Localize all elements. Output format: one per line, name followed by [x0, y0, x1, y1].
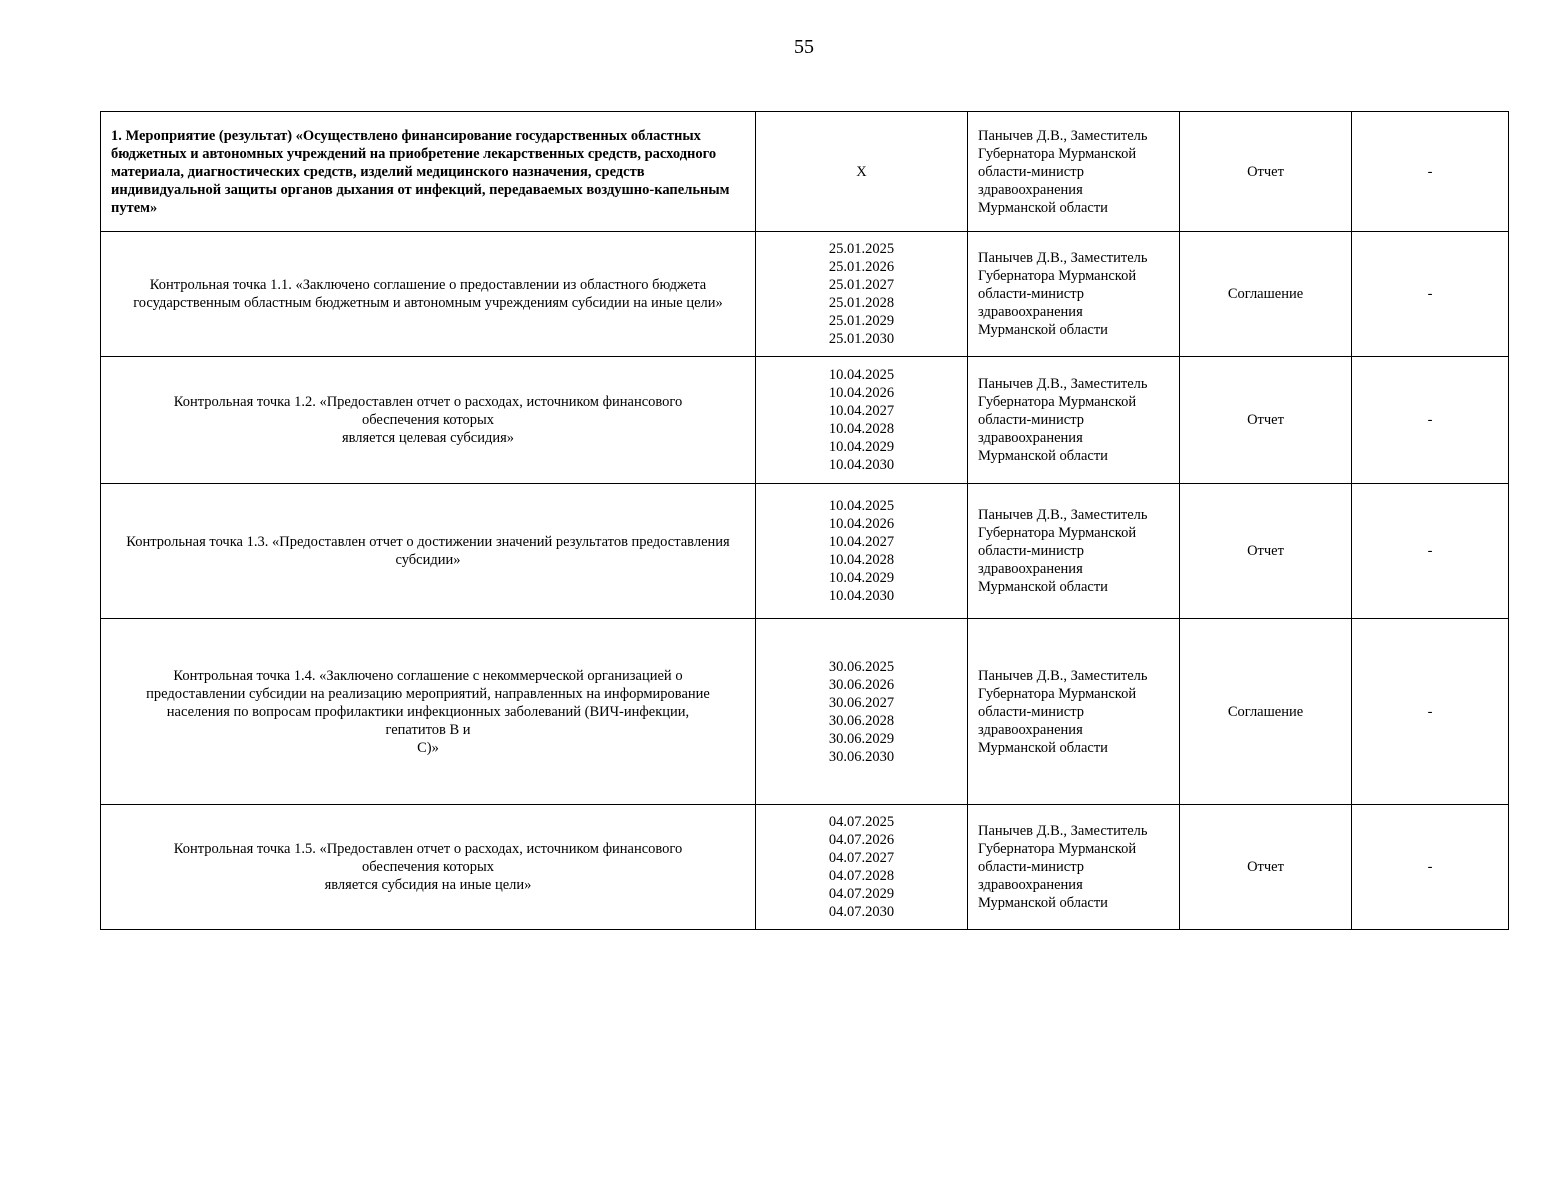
deadline-value: 04.07.2026: [828, 832, 895, 848]
deadline-cell: [756, 484, 968, 619]
deadline-value: 04.07.2025: [828, 814, 895, 830]
name-line: обеспечения которых: [361, 412, 495, 428]
name-line: гепатитов В и: [385, 721, 471, 738]
deadline-value: 30.06.2028: [828, 712, 895, 729]
responsible-cell: [968, 112, 1180, 232]
deadline-cell: [756, 232, 968, 357]
deadline-value: X: [856, 163, 867, 180]
name-line: Контрольная точка 1.4. «Заключено соглашение с некоммерческой организацией о: [173, 667, 683, 684]
name-line: является целевая субсидия»: [341, 430, 515, 446]
responsible-line: здравоохранения: [978, 877, 1083, 893]
responsible-line: Мурманской области: [978, 739, 1108, 756]
responsible-line: Панычев Д.В., Заместитель: [978, 250, 1148, 266]
deadline-value: 10.04.2027: [828, 534, 895, 550]
responsible-cell: [968, 619, 1180, 805]
deadline-cell: [756, 112, 968, 232]
responsible-line: Мурманской области: [978, 895, 1108, 911]
responsible-line: Губернатора Мурманской: [978, 841, 1137, 857]
responsible-line: области-министр: [978, 412, 1084, 428]
responsible-line: здравоохранения: [978, 721, 1083, 738]
note: -: [1352, 357, 1509, 484]
deadline-cell: [756, 357, 968, 484]
responsible-line: области-министр: [978, 859, 1084, 875]
deadline-value: 10.04.2028: [828, 421, 895, 437]
responsible-cell: [968, 357, 1180, 484]
deadline-value: 25.01.2026: [828, 259, 895, 275]
responsible-line: Губернатора Мурманской: [978, 145, 1137, 162]
deadline-value: 10.04.2030: [828, 457, 895, 473]
deadline-value: 10.04.2028: [828, 552, 895, 568]
deadline-value: 25.01.2025: [828, 241, 895, 257]
deadline-value: 30.06.2026: [828, 676, 895, 693]
note: -: [1352, 232, 1509, 357]
note: -: [1352, 112, 1509, 232]
responsible-line: Мурманской области: [978, 448, 1108, 464]
name-line: С)»: [417, 739, 439, 756]
deadline-value: 30.06.2029: [828, 730, 895, 747]
responsible-line: здравоохранения: [978, 181, 1083, 198]
document-type: Соглашение: [1180, 232, 1352, 357]
responsible-cell: [968, 805, 1180, 930]
name-line: предоставлении субсидии на реализацию мероприятий, направленных на информирование: [146, 685, 710, 702]
note: -: [1352, 805, 1509, 930]
page-number: 55: [794, 36, 814, 58]
control-point-name: Контрольная точка 1.3. «Предоставлен отчет о достижении значений результатов предоставления субсидии»: [101, 484, 756, 619]
deadline-value: 30.06.2030: [828, 748, 895, 765]
control-point-name: [101, 357, 756, 484]
responsible-line: Панычев Д.В., Заместитель: [978, 667, 1148, 684]
document-type: Соглашение: [1180, 619, 1352, 805]
deadline-value: 04.07.2030: [828, 904, 895, 920]
deadline-value: 30.06.2027: [828, 694, 895, 711]
document-type: Отчет: [1180, 805, 1352, 930]
responsible-line: Губернатора Мурманской: [978, 525, 1137, 541]
deadline-value: 04.07.2027: [828, 850, 895, 866]
control-point-name: [101, 805, 756, 930]
responsible-line: Мурманской области: [978, 322, 1108, 338]
note: -: [1352, 484, 1509, 619]
deadline-value: 04.07.2029: [828, 886, 895, 902]
deadline-value: 10.04.2027: [828, 403, 895, 419]
control-point-name: [101, 619, 756, 805]
responsible-line: Мурманской области: [978, 199, 1108, 216]
responsible-cell: [968, 232, 1180, 357]
deadline-value: 10.04.2026: [828, 516, 895, 532]
control-points-table: [100, 111, 1509, 930]
deadline-value: 30.06.2025: [828, 658, 895, 675]
responsible-line: Панычев Д.В., Заместитель: [978, 823, 1148, 839]
control-point-name: Контрольная точка 1.1. «Заключено соглашение о предоставлении из областного бюджета государственным областным бюджетным и автономным учреждениям субсидии на иные цели»: [101, 232, 756, 357]
table-row: [101, 484, 1509, 619]
responsible-line: области-министр: [978, 543, 1084, 559]
table-row: [101, 619, 1509, 805]
table-row: [101, 112, 1509, 232]
event-name: 1. Мероприятие (результат) «Осуществлено финансирование государственных областных бюджетных и автономных учреждений на приобретение лекарственных средств, расходного материала, диагностических средств, изделий медицинского назначения, средств индивидуальной защиты органов дыхания от инфекций, передаваемых воздушно-капельным путем»: [101, 112, 756, 232]
name-line: Контрольная точка 1.5. «Предоставлен отчет о расходах, источником финансового: [173, 841, 683, 857]
name-line: населения по вопросам профилактики инфекционных заболеваний (ВИЧ-инфекции,: [166, 703, 690, 720]
responsible-line: Панычев Д.В., Заместитель: [978, 376, 1148, 392]
table-row: [101, 232, 1509, 357]
responsible-line: здравоохранения: [978, 430, 1083, 446]
responsible-line: области-министр: [978, 703, 1084, 720]
responsible-cell: [968, 484, 1180, 619]
note: -: [1352, 619, 1509, 805]
deadline-value: 25.01.2028: [828, 295, 895, 311]
responsible-line: Панычев Д.В., Заместитель: [978, 127, 1148, 144]
responsible-line: Мурманской области: [978, 579, 1108, 595]
document-type: Отчет: [1180, 484, 1352, 619]
deadline-value: 10.04.2026: [828, 385, 895, 401]
table-row: [101, 357, 1509, 484]
responsible-line: области-министр: [978, 163, 1084, 180]
deadline-value: 10.04.2025: [828, 367, 895, 383]
deadline-value: 25.01.2030: [828, 331, 895, 347]
name-line: является субсидия на иные цели»: [324, 877, 532, 893]
responsible-line: Панычев Д.В., Заместитель: [978, 507, 1148, 523]
responsible-line: здравоохранения: [978, 561, 1083, 577]
responsible-line: области-министр: [978, 286, 1084, 302]
table-row: [101, 805, 1509, 930]
responsible-line: Губернатора Мурманской: [978, 268, 1137, 284]
document-type: Отчет: [1180, 357, 1352, 484]
deadline-value: 04.07.2028: [828, 868, 895, 884]
deadline-value: 25.01.2027: [828, 277, 895, 293]
responsible-line: Губернатора Мурманской: [978, 685, 1137, 702]
deadline-value: 10.04.2030: [828, 588, 895, 604]
deadline-value: 10.04.2029: [828, 439, 895, 455]
responsible-line: здравоохранения: [978, 304, 1083, 320]
deadline-cell: [756, 619, 968, 805]
deadline-value: 10.04.2029: [828, 570, 895, 586]
name-line: обеспечения которых: [361, 859, 495, 875]
deadline-value: 25.01.2029: [828, 313, 895, 329]
responsible-line: Губернатора Мурманской: [978, 394, 1137, 410]
deadline-cell: [756, 805, 968, 930]
deadline-value: 10.04.2025: [828, 498, 895, 514]
name-line: Контрольная точка 1.2. «Предоставлен отчет о расходах, источником финансового: [173, 394, 683, 410]
document-type: Отчет: [1180, 112, 1352, 232]
